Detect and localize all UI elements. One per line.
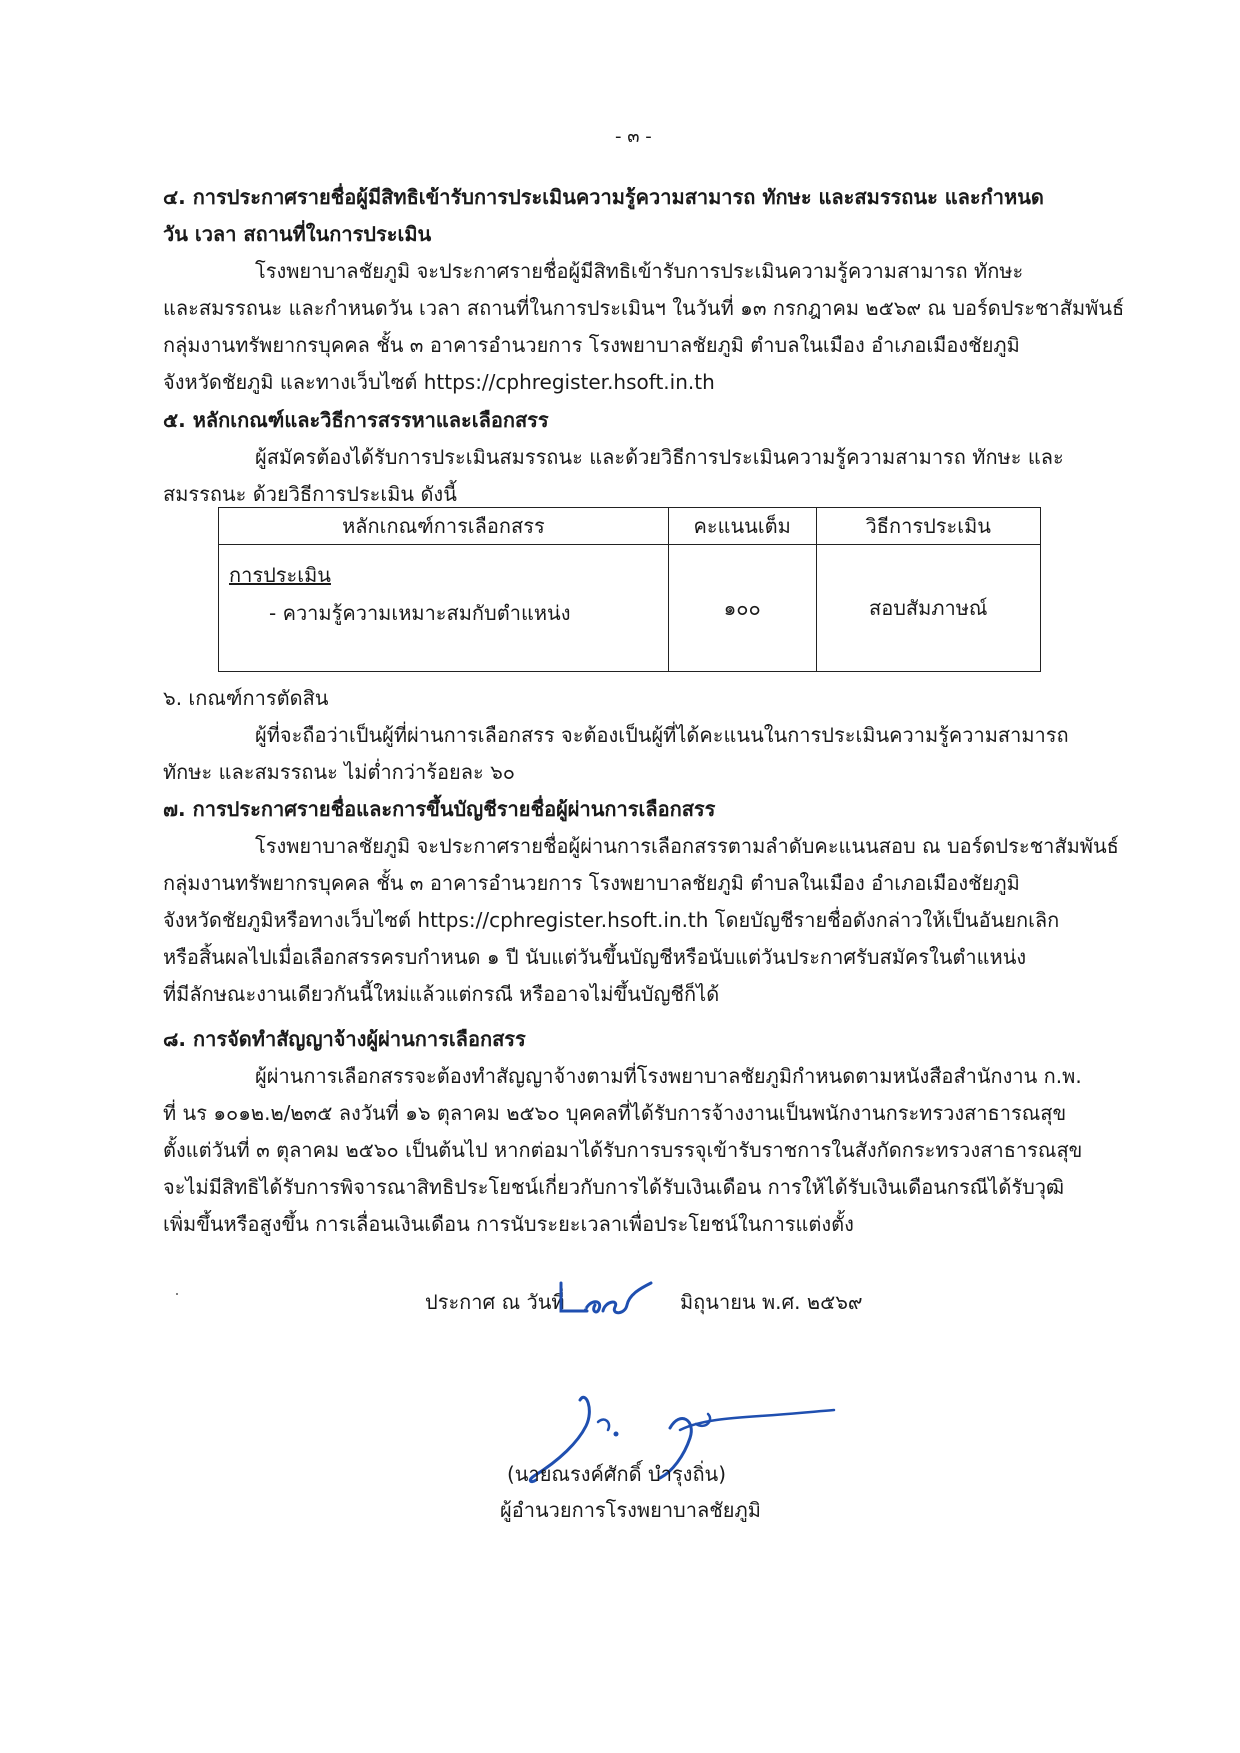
table-header: คะแนนเต็ม [668,508,816,545]
section5-line: สมรรถนะ ด้วยวิธีการประเมิน ดังนี้ [163,482,457,506]
signatory-name: (นายณรงค์ศักดิ์ บำรุงถิ่น) [507,1462,727,1486]
table-header: หลักเกณฑ์การเลือกสรร [219,508,669,545]
section4-line: โรงพยาบาลชัยภูมิ จะประกาศรายชื่อผู้มีสิทธิเข้ารับการประเมินความรู้ความสามารถ ทักษะ [255,259,1024,283]
section6-line: ผู้ที่จะถือว่าเป็นผู้ที่ผ่านการเลือกสรร จะต้องเป็นผู้ที่ได้คะแนนในการประเมินความรู้ความสามารถ [255,723,1069,747]
score-cell: ๑๐๐ [668,545,816,672]
section8-line: ตั้งแต่วันที่ ๓ ตุลาคม ๒๕๖๐ เป็นต้นไป หากต่อมาได้รับการบรรจุเข้ารับราชการในสังกัดกระทรวงสาธารณสุข [163,1138,1083,1162]
section7-line: กลุ่มงานทรัพยากรบุคคล ชั้น ๓ อาคารอำนวยการ โรงพยาบาลชัยภูมิ ตำบลในเมือง อำเภอเมืองชัยภูมิ [163,871,1020,895]
criteria-item: - ความรู้ความเหมาะสมกับตำแหน่ง [269,601,571,625]
section8-line: ที่ นร ๑๐๑๒.๒/๒๓๕ ลงวันที่ ๑๖ ตุลาคม ๒๕๖๐ บุคคลที่ได้รับการจ้างงานเป็นพนักงานกระทรวงสาธารณสุข [163,1101,1067,1125]
criteria-cell [219,545,669,672]
section6-line: ทักษะ และสมรรถนะ ไม่ต่ำกว่าร้อยละ ๖๐ [163,760,515,784]
handwritten-day [553,1271,663,1321]
section6-heading: ๖. เกณฑ์การตัดสิน [163,686,329,710]
section8-heading: ๘. การจัดทำสัญญาจ้างผู้ผ่านการเลือกสรร [163,1027,526,1051]
announcement-suffix: มิถุนายน พ.ศ. ๒๕๖๙ [680,1290,863,1314]
announcement-prefix: ประกาศ ณ วันที่ [425,1290,565,1314]
section4-line: และสมรรถนะ และกำหนดวัน เวลา สถานที่ในการประเมินฯ ในวันที่ ๑๓ กรกฎาคม ๒๕๖๙ ณ บอร์ดประชาสัมพันธ์ [163,296,1125,320]
criteria-category: การประเมิน [229,563,331,587]
signatory-title: ผู้อำนวยการโรงพยาบาลชัยภูมิ [500,1498,761,1522]
section8-line: จะไม่มีสิทธิได้รับการพิจารณาสิทธิประโยชน์เกี่ยวกับการได้รับเงินเดือน การให้ได้รับเงินเดือนกรณีได้รับวุฒิ [163,1175,1065,1199]
section7-heading: ๗. การประกาศรายชื่อและการขึ้นบัญชีรายชื่อผู้ผ่านการเลือกสรร [163,797,716,821]
section7-line: โรงพยาบาลชัยภูมิ จะประกาศรายชื่อผู้ผ่านการเลือกสรรตามลำดับคะแนนสอบ ณ บอร์ดประชาสัมพันธ์ [255,834,1119,858]
section5-heading: ๕. หลักเกณฑ์และวิธีการสรรหาและเลือกสรร [163,408,549,432]
table-row [219,545,1041,672]
section7-line: ที่มีลักษณะงานเดียวกันนี้ใหม่แล้วแต่กรณี หรืออาจไม่ขึ้นบัญชีก็ได้ [163,982,720,1006]
day-value: ๒๕ [583,1308,586,1310]
table-header-row [219,508,1041,545]
section4-line: กลุ่มงานทรัพยากรบุคคล ชั้น ๓ อาคารอำนวยการ โรงพยาบาลชัยภูมิ ตำบลในเมือง อำเภอเมืองชัยภูมิ [163,333,1020,357]
section7-line: จังหวัดชัยภูมิหรือทางเว็บไซต์ https://cphregister.hsoft.in.th โดยบัญชีรายชื่อดังกล่าวให้เป็นอันยกเลิก [163,908,1060,932]
criteria-table [218,507,1041,672]
section4-line: จังหวัดชัยภูมิ และทางเว็บไซต์ https://cphregister.hsoft.in.th [163,370,715,394]
section4-heading-line2: วัน เวลา สถานที่ในการประเมิน [163,222,432,246]
table-header: วิธีการประเมิน [816,508,1041,545]
page-number: - ๓ - [615,126,652,147]
section4-heading-line1: ๔. การประกาศรายชื่อผู้มีสิทธิเข้ารับการประเมินความรู้ความสามารถ ทักษะ และสมรรถนะ และกำหนด [163,185,1044,209]
method-cell: สอบสัมภาษณ์ [816,545,1041,672]
section5-line: ผู้สมัครต้องได้รับการประเมินสมรรถนะ และด้วยวิธีการประเมินความรู้ความสามารถ ทักษะ และ [255,445,1064,469]
stray-mark [176,1293,178,1295]
section7-line: หรือสิ้นผลไปเมื่อเลือกสรรครบกำหนด ๑ ปี นับแต่วันขึ้นบัญชีหรือนับแต่วันประกาศรับสมัครในตำแหน่ง [163,945,1027,969]
section8-line: เพิ่มขึ้นหรือสูงขึ้น การเลื่อนเงินเดือน การนับระยะเวลาเพื่อประโยชน์ในการแต่งตั้ง [163,1212,854,1236]
section8-line: ผู้ผ่านการเลือกสรรจะต้องทำสัญญาจ้างตามที่โรงพยาบาลชัยภูมิกำหนดตามหนังสือสำนักงาน ก.พ. [255,1064,1082,1088]
